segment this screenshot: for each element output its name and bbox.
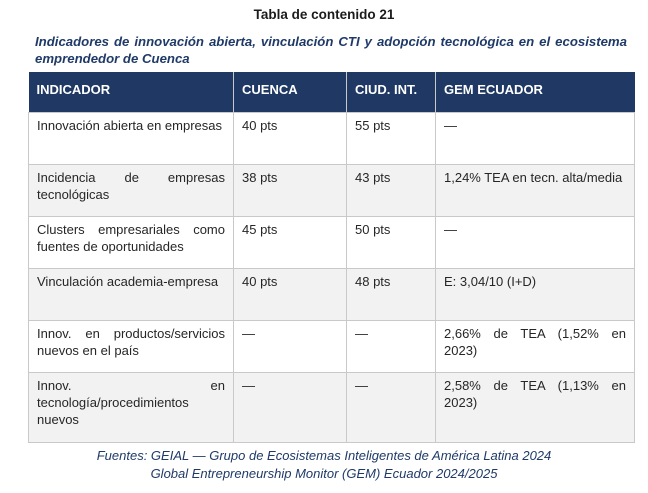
header-gem-ecuador: GEM ECUADOR bbox=[436, 72, 635, 112]
cell-gem-ecuador: — bbox=[436, 216, 635, 268]
cell-gem-ecuador: 2,58% de TEA (1,13% en 2023) bbox=[436, 372, 635, 442]
source-line-gem: Global Entrepreneurship Monitor (GEM) Ecuador 2024/2025 bbox=[150, 466, 498, 481]
cell-indicador: Innov. en productos/servicios nuevos en el país bbox=[29, 320, 234, 372]
cell-gem-ecuador: E: 3,04/10 (I+D) bbox=[436, 268, 635, 320]
cell-indicador: Incidencia de empresas tecnológicas bbox=[29, 164, 234, 216]
cell-cuenca: — bbox=[234, 320, 347, 372]
cell-gem-ecuador: — bbox=[436, 112, 635, 164]
cell-gem-ecuador: 1,24% TEA en tecn. alta/media bbox=[436, 164, 635, 216]
table-row bbox=[29, 320, 635, 372]
table-row bbox=[29, 112, 635, 164]
header-cuenca: CUENCA bbox=[234, 72, 347, 112]
indicators-table bbox=[28, 72, 635, 443]
sources-note bbox=[0, 447, 648, 483]
cell-gem-ecuador: 2,66% de TEA (1,52% en 2023) bbox=[436, 320, 635, 372]
cell-cuenca: 45 pts bbox=[234, 216, 347, 268]
cell-indicador: Innovación abierta en empresas bbox=[29, 112, 234, 164]
table-row bbox=[29, 164, 635, 216]
table-row bbox=[29, 216, 635, 268]
cell-cuenca: 38 pts bbox=[234, 164, 347, 216]
cell-cuenca: — bbox=[234, 372, 347, 442]
table-row bbox=[29, 372, 635, 442]
cell-ciud-int: — bbox=[347, 320, 436, 372]
cell-cuenca: 40 pts bbox=[234, 112, 347, 164]
cell-ciud-int: 50 pts bbox=[347, 216, 436, 268]
table-row bbox=[29, 268, 635, 320]
cell-ciud-int: 55 pts bbox=[347, 112, 436, 164]
cell-ciud-int: 43 pts bbox=[347, 164, 436, 216]
header-ciud-int: CIUD. INT. bbox=[347, 72, 436, 112]
header-indicador: INDICADOR bbox=[29, 72, 234, 112]
table-subtitle: Indicadores de innovación abierta, vinculación CTI y adopción tecnológica en el ecosistema emprendedor de Cuenca bbox=[35, 34, 627, 66]
cell-indicador: Vinculación academia-empresa bbox=[29, 268, 234, 320]
source-line-geial: Fuentes: GEIAL — Grupo de Ecosistemas Inteligentes de América Latina 2024 bbox=[96, 448, 552, 463]
cell-indicador: Clusters empresariales como fuentes de oportunidades bbox=[29, 216, 234, 268]
cell-indicador: Innov. en tecnología/procedimientos nuevos bbox=[29, 372, 234, 442]
cell-ciud-int: 48 pts bbox=[347, 268, 436, 320]
cell-cuenca: 40 pts bbox=[234, 268, 347, 320]
cell-ciud-int: — bbox=[347, 372, 436, 442]
table-caption: Tabla de contenido 21 bbox=[253, 7, 395, 22]
table-header-row bbox=[29, 72, 635, 112]
